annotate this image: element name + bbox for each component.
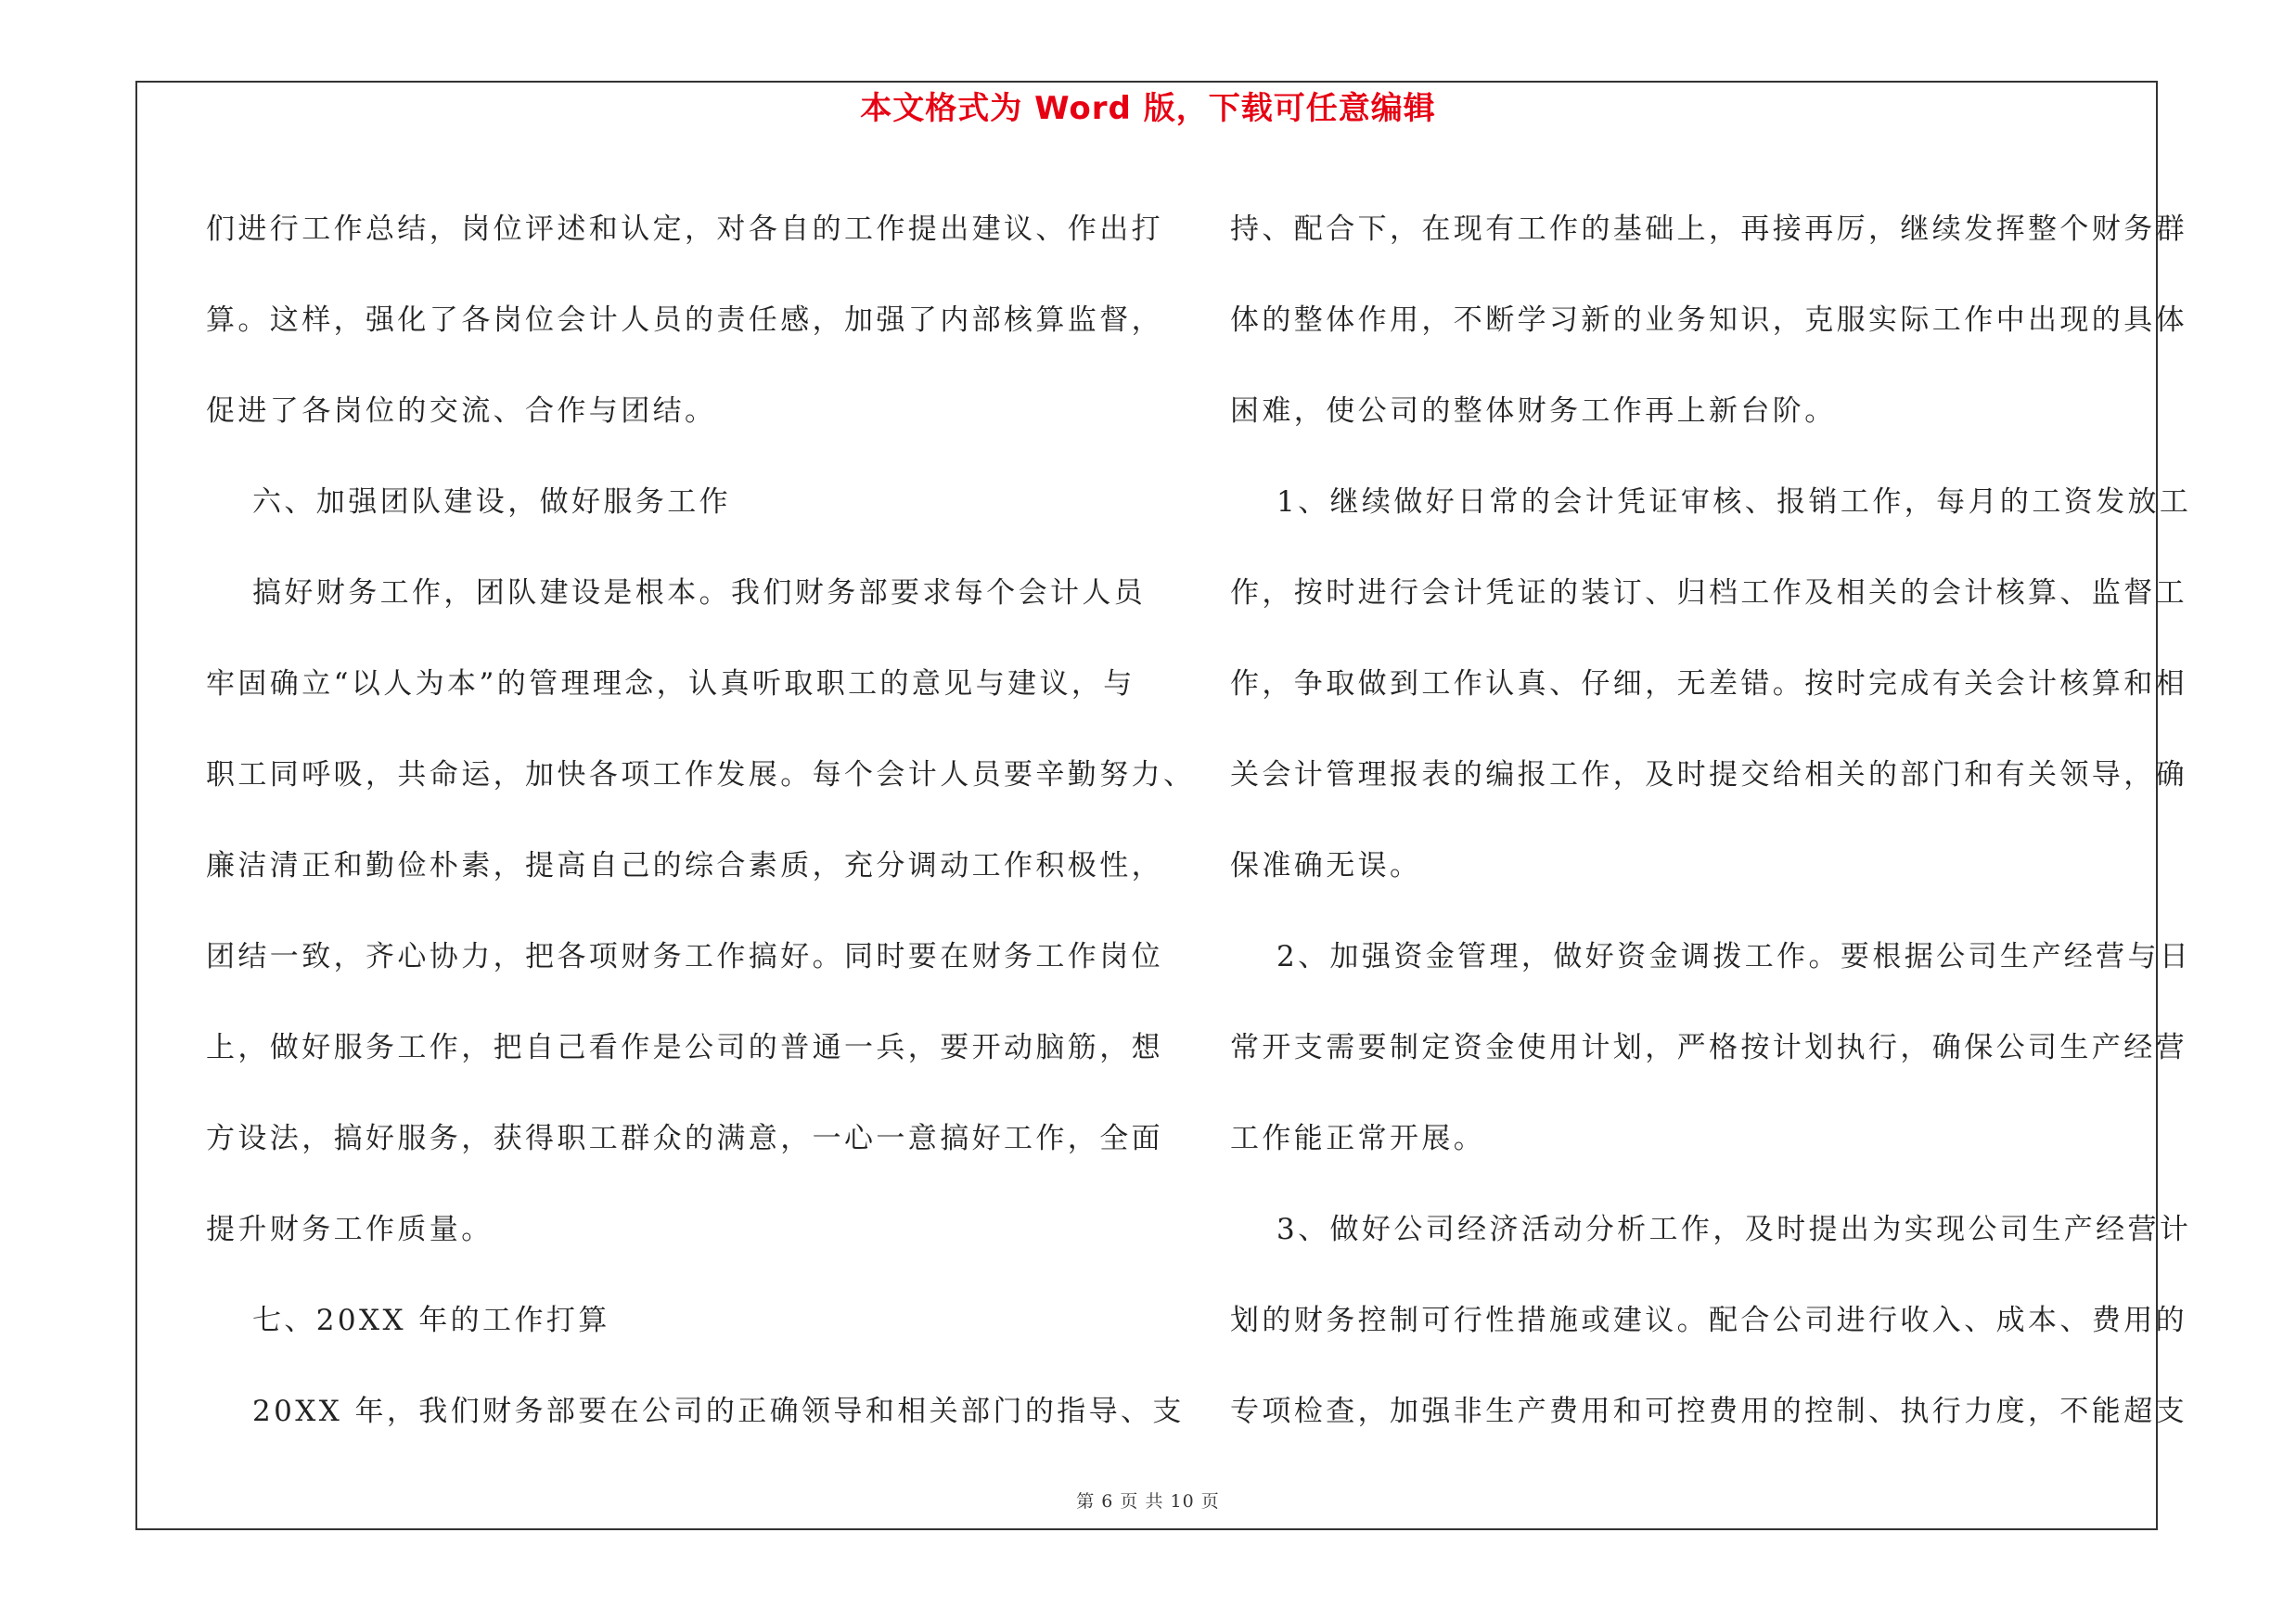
text-line: 上，做好服务工作，把自己看作是公司的普通一兵，要开动脑筋，想 — [206, 1031, 1163, 1064]
text-line: 专项检查，加强非生产费用和可控费用的控制、执行力度，不能超支 — [1230, 1395, 2187, 1428]
text-line: 关会计管理报表的编报工作，及时提交给相关的部门和有关领导，确 — [1230, 758, 2187, 792]
text-line: 保准确无误。 — [1230, 849, 1422, 882]
text-line: 20XX 年，我们财务部要在公司的正确领导和相关部门的指导、支 — [252, 1395, 1185, 1428]
text-line: 方设法，搞好服务，获得职工群众的满意，一心一意搞好工作，全面 — [206, 1122, 1163, 1155]
text-line: 困难，使公司的整体财务工作再上新台阶。 — [1230, 394, 1837, 428]
text-line: 算。这样，强化了各岗位会计人员的责任感，加强了内部核算监督， — [206, 303, 1163, 337]
text-line: 搞好财务工作，团队建设是根本。我们财务部要求每个会计人员 — [252, 576, 1147, 610]
text-line: 牢固确立“以人为本”的管理理念，认真听取职工的意见与建议，与 — [206, 667, 1135, 701]
text-line: 3、做好公司经济活动分析工作，及时提出为实现公司生产经营计 — [1276, 1213, 2192, 1246]
right-text-column — [1230, 184, 2192, 1457]
text-line: 持、配合下，在现有工作的基础上，再接再厉，继续发挥整个财务群 — [1230, 213, 2187, 246]
text-line: 2、加强资金管理，做好资金调拨工作。要根据公司生产经营与日 — [1276, 940, 2192, 973]
format-banner: 本文格式为 Word 版，下载可任意编辑 — [860, 90, 1436, 127]
text-line: 工作能正常开展。 — [1230, 1122, 1486, 1155]
page-number-footer: 第 6 页 共 10 页 — [1076, 1491, 1220, 1512]
text-line: 职工同呼吸，共命运，加快各项工作发展。每个会计人员要辛勤努力、 — [206, 758, 1196, 792]
text-line: 体的整体作用，不断学习新的业务知识，克服实际工作中出现的具体 — [1230, 303, 2187, 337]
text-line: 七、20XX 年的工作打算 — [252, 1304, 610, 1337]
text-line: 提升财务工作质量。 — [206, 1213, 494, 1246]
text-line: 廉洁清正和勤俭朴素，提高自己的综合素质，充分调动工作积极性， — [206, 849, 1163, 882]
text-line: 常开支需要制定资金使用计划，严格按计划执行，确保公司生产经营 — [1230, 1031, 2187, 1064]
text-line: 作，按时进行会计凭证的装订、归档工作及相关的会计核算、监督工 — [1230, 576, 2187, 610]
text-line: 团结一致，齐心协力，把各项财务工作搞好。同时要在财务工作岗位 — [206, 940, 1163, 973]
left-text-column — [206, 184, 1196, 1457]
text-line: 促进了各岗位的交流、合作与团结。 — [206, 394, 717, 428]
text-line: 1、继续做好日常的会计凭证审核、报销工作，每月的工资发放工 — [1276, 485, 2192, 519]
text-line: 作，争取做到工作认真、仔细，无差错。按时完成有关会计核算和相 — [1230, 667, 2187, 701]
text-line: 们进行工作总结，岗位评述和认定，对各自的工作提出建议、作出打 — [206, 213, 1163, 246]
text-line: 划的财务控制可行性措施或建议。配合公司进行收入、成本、费用的 — [1230, 1304, 2187, 1337]
text-line: 六、加强团队建设，做好服务工作 — [252, 485, 731, 519]
